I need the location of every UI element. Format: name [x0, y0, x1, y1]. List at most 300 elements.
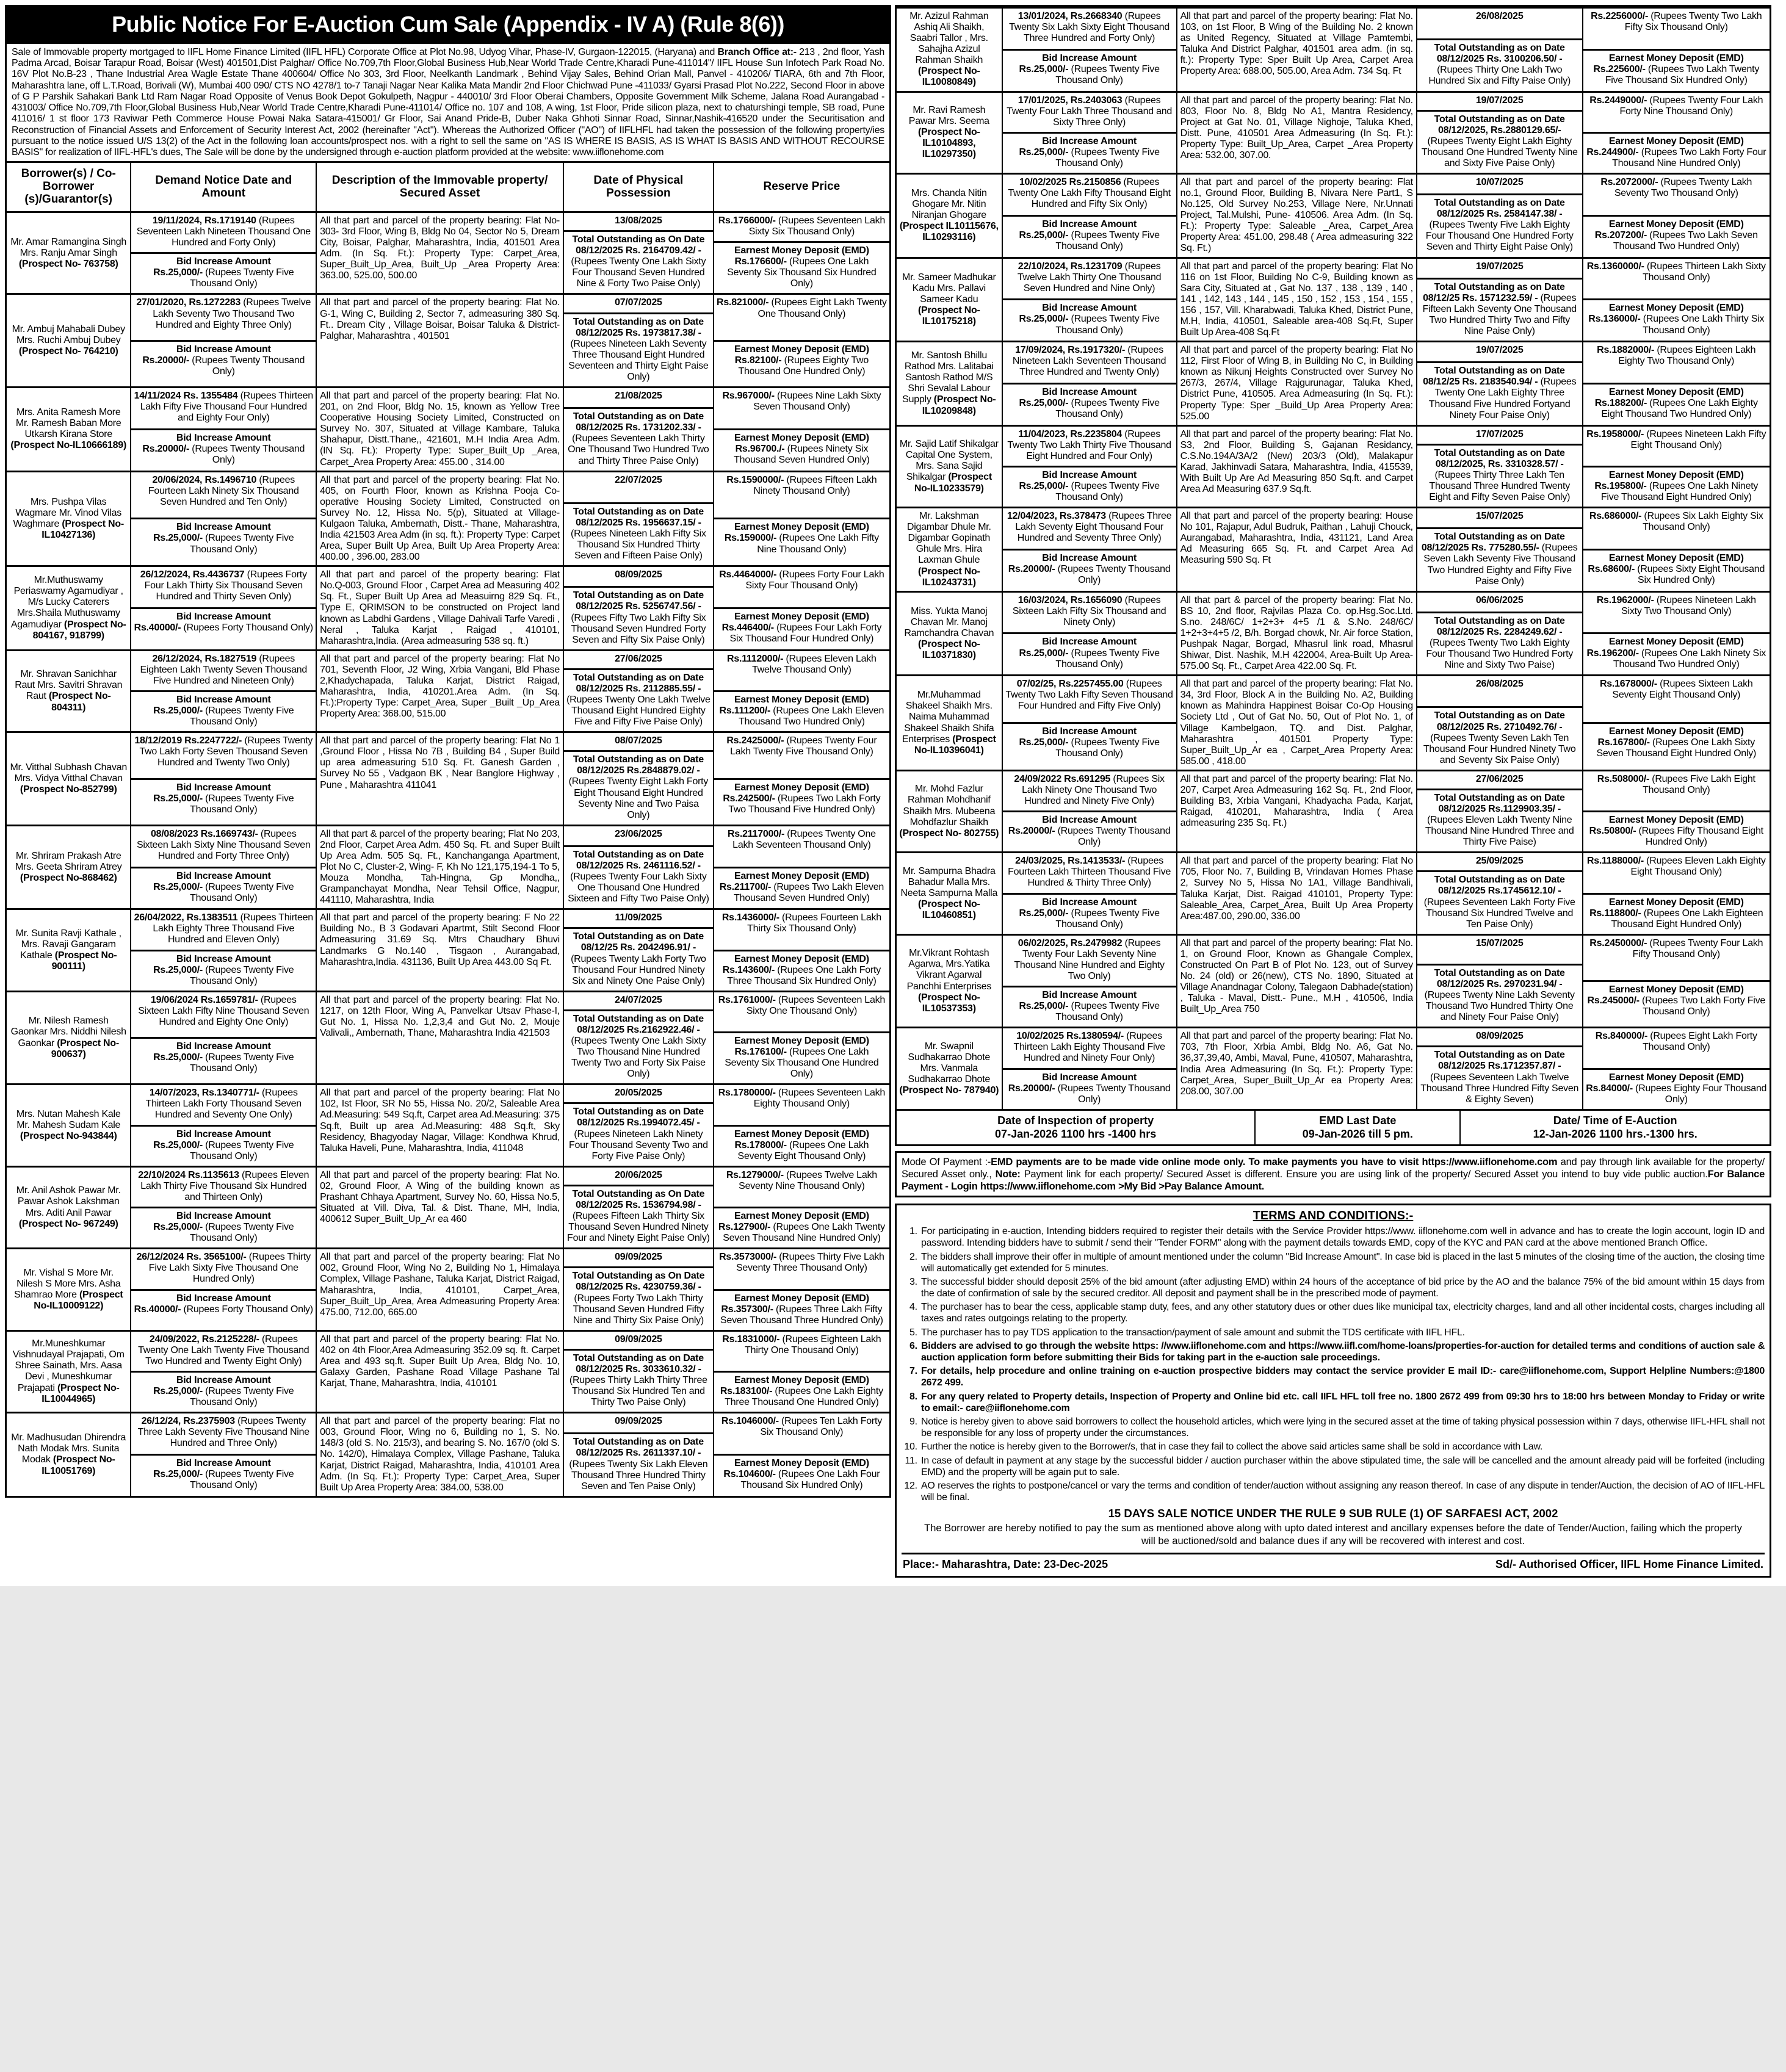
total-outstanding: Total Outstanding as on Date 08/12/2025 Rs. 2284249.62/ - (Rupees Twenty Two Lakh Eighty Four Thousand Two Hundred Forty Nine and Sixty Two Paise): [1417, 612, 1582, 674]
demand-notice-cell: [1002, 342, 1176, 425]
demand-date-amount: 26/12/2024, Rs.4436737 (Rupees Forty Four Lakh Thirty Six Thousand Seven Hundred and Thirty Seven Only): [140, 569, 307, 602]
reserve-price: Rs.821000/- (Rupees Eight Lakh Twenty One Thousand Only): [717, 297, 887, 319]
demand-notice-cell: [130, 826, 316, 909]
prospect-number: (Prospect No- 763758): [18, 258, 118, 269]
terms-item: 9. Notice is hereby given to above said borrowers to collect the household articles, which were lying in the secured asset at the time of taking physical possession within 7 days, otherwise IIFL-HFL shall not be responsible for any loss of property under the circumstances.: [920, 1416, 1765, 1439]
demand-notice-cell: [1002, 508, 1176, 591]
demand-notice-cell: [130, 1413, 316, 1496]
property-row: [897, 341, 1770, 425]
possession-cell: [1416, 936, 1582, 1027]
demand-notice-cell: [130, 733, 316, 825]
bid-increase-amount: Bid Increase Amount Rs.25,000/- (Rupees Twenty Five Thousand Only): [131, 1371, 316, 1412]
bid-increase-amount: Bid Increase Amount Rs.25,000/- (Rupees Twenty Five Thousand Only): [131, 518, 316, 565]
borrower-names: Mr. Shriram Prakash Atre Mrs. Geeta Shriram Atrey (Prospect No-868462): [15, 850, 122, 884]
property-row: [897, 425, 1770, 507]
borrower-cell: [897, 853, 1002, 933]
total-outstanding: Total Outstanding as on Date 08/12/2025, Rs.2880129.65/- (Rupees Twenty Eight Lakh Eighty Thousand One Hundred Twenty Nine and Sixty Five Paise Only): [1417, 110, 1582, 173]
demand-date-amount: 13/01/2024, Rs.2668340 (Rupees Twenty Six Lakh Sixty Eight Thousand Three Hundred and Forty Only): [1009, 11, 1170, 44]
demand-notice-cell: [130, 388, 316, 471]
reserve-price: Rs.4464000/- (Rupees Forty Four Lakh Sixty Four Thousand Only): [719, 569, 884, 591]
total-outstanding: Total Outstanding as on Date 08/12/2025 Rs. 2584147.38/ - (Rupees Twenty Five Lakh Eighty Four Thousand One Hundred Forty Seven and Thirty Eight Paise Only): [1417, 193, 1582, 256]
property-row: [897, 1027, 1770, 1108]
reserve-price: Rs.1962000/- (Rupees Nineteen Lakh Sixty Two Thousand Only): [1596, 594, 1756, 616]
property-row: [897, 851, 1770, 933]
borrower-cell: [7, 1085, 130, 1165]
terms-item: 2. The bidders shall improve their offer in multiple of amount mentioned under the column "Bid Increase Amount". In case bid is placed in the last 5 minutes of the closing time of the auction, the closing time will automatically get extended for 5 minutes.: [920, 1251, 1765, 1274]
total-outstanding: Total Outstanding as on Date 08/12/25 Rs. 2042496.91/ - (Rupees Twenty Lakh Forty Two Thousand Four Hundred Ninety Six and Ninety One Paise Only): [564, 927, 713, 990]
possession-date: 07/07/2025: [615, 297, 662, 308]
borrower-cell: [897, 175, 1002, 257]
prospect-number: (Prospect No-852799): [20, 784, 117, 795]
reserve-price: Rs.2425000/- (Rupees Twenty Four Lakh Twenty Five Thousand Only): [726, 735, 877, 757]
total-outstanding: Total Outstanding as on Date 08/12/2025 Rs.1129903.35/ - (Rupees Eleven Lakh Twenty Nine Thousand Nine Hundred Three and Thirty Five Paise): [1417, 789, 1582, 851]
property-description-cell: All that part and parcel of the property bearing: Flat No. 201, on 2nd Floor, Bldg No. 15, known as Yellow Tree Cooperative Housing Society Limited, Constructed on Survey No. 307, Situated at Village Kambare, Taluka Shahapur, Distt.Thane,, 421601, M.H India Area Adm. (IN Sq. Ft.): Property Type: Super_Built_Up _Area, Carpet_Area Property Area: 455.00 , 314.00: [316, 388, 563, 471]
earnest-money-deposit: Earnest Money Deposit (EMD) Rs.111200/- (Rupees One Lakh Eleven Thousand Two Hundred Only): [714, 690, 889, 731]
reserve-price: Rs.1958000/- (Rupees Nineteen Lakh Fifty Eight Thousand Only): [1586, 428, 1766, 450]
total-outstanding: Total Outstanding as on Date 08/12/2025 Rs. 775280.55/- (Rupees Seven Lakh Seventy Five Thousand Two Hundred Eighty and Fifty Five Paise Only): [1417, 527, 1582, 590]
prospect-number: (Prospect IL10115676, IL10293116): [899, 221, 999, 243]
text-segment: Note:: [995, 1168, 1021, 1180]
demand-notice-cell: [1002, 676, 1176, 770]
bid-increase-amount: Bid Increase Amount Rs.25,000/- (Rupees Twenty Five Thousand Only): [1003, 893, 1176, 934]
prospect-number: (Prospect No-IL10666189): [10, 440, 127, 451]
reserve-price: Rs.1279000/- (Rupees Twelve Lakh Seventy Nine Thousand Only): [726, 1169, 877, 1191]
possession-date: 11/09/2025: [615, 912, 662, 923]
intro-paragraph: [5, 44, 891, 163]
possession-date: 22/07/2025: [615, 474, 662, 485]
borrower-names: Mr.Muthuswamy Periaswamy Agamudiyar , M/s Lucky Caterers Mrs.Shaila Muthuswamy Agamudiyar (Prospect No-804167, 918799): [10, 575, 126, 641]
property-description-cell: All that part and parcel of the property bearing: Flat No. 103, on 1st Floor, B Wing of the Building No. 2 known as United Regency, Situated at Village Pamtembi, Taluka And District Palghar, 401501 area adm. (in sq. ft.): Property Type: Sper Built Up Area, Carpet Area Property Area: 688.00, 505.00, Area Adm. 734 Sq. Ft: [1176, 9, 1416, 91]
main-layout: [5, 5, 1781, 1578]
property-row: [897, 674, 1770, 770]
reserve-price: Rs.1831000/- (Rupees Eighteen Lakh Thirty One Thousand Only): [722, 1334, 881, 1355]
possession-date: 23/06/2025: [615, 828, 662, 839]
property-description-cell: All that part and parcel of the property bearing: House No 101, Rajapur, Adul Budruk, Paithan , Lahuji Chouck, Aurangabad, Maharashtra, India, 431121, Land Area Ad Measuring 665 Sq. Ft. and Carpet Area Ad Measuring 590 Sq. Ft: [1176, 508, 1416, 591]
borrower-names: Mr. Shravan Sanichhar Raut Mrs. Savitri Shravan Raut (Prospect No-804311): [15, 669, 123, 713]
reserve-price-cell: [1582, 1028, 1770, 1108]
bid-increase-amount: Bid Increase Amount Rs.25,000/- (Rupees Twenty Five Thousand Only): [131, 1207, 316, 1247]
earnest-money-deposit: Earnest Money Deposit (EMD) Rs.242500/- (Rupees Two Lakh Forty Two Thousand Five Hundred Only): [714, 778, 889, 825]
total-outstanding: Total Outstanding as on Date 08/12/2025 Rs. 3033610.32/ - (Rupees Thirty Lakh Thirty Three Thousand Six Hundred Ten and Thirty Two Paise Only): [564, 1349, 713, 1412]
borrower-names: Mr. Sameer Madhukar Kadu Mrs. Pallavi Sameer Kadu (Prospect No- IL10175218): [902, 272, 996, 327]
bid-increase-amount: Bid Increase Amount Rs.25,000/- (Rupees Twenty Five Thousand Only): [1003, 215, 1176, 257]
property-row: [897, 507, 1770, 591]
terms-item: 5. The purchaser has to pay TDS application to the transaction/payment of sale amount and submit the TDS certificate with IIFL HFL.: [920, 1327, 1765, 1338]
demand-notice-cell: [1002, 771, 1176, 851]
right-property-table: [895, 5, 1771, 1111]
possession-date: 20/06/2025: [615, 1169, 662, 1180]
borrower-names: Mr. Anil Ashok Pawar Mr. Pawar Ashok Lakshman Mrs. Aditi Anil Pawar (Prospect No- 967249): [16, 1185, 121, 1229]
reserve-price-cell: [713, 992, 889, 1084]
demand-notice-cell: [130, 472, 316, 566]
borrower-cell: [7, 1249, 130, 1329]
prospect-number: (Prospect No-900111): [51, 950, 117, 972]
reserve-price-cell: [713, 651, 889, 731]
reserve-price: Rs.1436000/- (Rupees Fourteen Lakh Thirty Six Thousand Only): [721, 912, 881, 934]
total-outstanding: Total Outstanding as on Date 08/12/2025 Rs.1712357.87/ - (Rupees Seventeen Lakh Twelve Thousand Three Hundred Fifty Seven & Eighty Seven): [1417, 1045, 1582, 1108]
total-outstanding: Total Outstanding as on Date 08/12/2025, Rs. 3310328.57/ - (Rupees Thirty Three Lakh Ten Thousand Three Hundred Twenty Eight and Fifty Seven Paise Only): [1417, 444, 1582, 507]
demand-notice-cell: [130, 992, 316, 1084]
earnest-money-deposit: Earnest Money Deposit (EMD) Rs.96700./- (Rupees Ninety Six Thousand Seven Hundred Only): [714, 428, 889, 471]
authorised-officer-signature: Sd/- Authorised Officer, IIFL Home Finance Limited.: [1495, 1558, 1763, 1570]
demand-date-amount: 19/11/2024, Rs.1719140 (Rupees Seventeen Lakh Nineteen Thousand One Hundred and Forty Only): [136, 215, 311, 248]
property-row: [897, 934, 1770, 1027]
reserve-price-cell: [1582, 93, 1770, 173]
borrower-names: Mr. Swapnil Sudhakarrao Dhote Mrs. Vanmala Sudhakarrao Dhote (Prospect No- 787940): [899, 1041, 999, 1096]
demand-date-amount: 24/03/2025, Rs.1413533/- (Rupees Fourteen Lakh Thirteen Thousand Five Hundred & Thirty Three Only): [1008, 856, 1171, 889]
total-outstanding: Total Outstanding as on Date 08/12/2025 Rs. 2970231.94/ - (Rupees Twenty Nine Lakh Seventy Thousand Two Hundred Thirty One and Ninety Four Paise Only): [1417, 964, 1582, 1027]
possession-date: 09/09/2025: [615, 1252, 662, 1263]
reserve-price: Rs.1360000/- (Rupees Thirteen Lakh Sixty Thousand Only): [1586, 261, 1766, 283]
reserve-price-cell: [713, 388, 889, 471]
borrower-names: Mr. Azizul Rahman Ashiq Ali Shaikh, Saabri Tallor , Mrs. Sahajha Azizul Rahman Shaikh (Prospect No- IL10080849): [909, 11, 989, 88]
reserve-price-cell: [713, 1413, 889, 1496]
possession-date: 15/07/2025: [1475, 937, 1524, 948]
total-outstanding: Total Outstanding as on Date 08/12/2025 Rs. 2710492.76/ - (Rupees Twenty Seven Lakh Ten Thousand Four Hundred Ninety Two and Seventy Six Paise Only): [1417, 706, 1582, 769]
possession-date: 19/07/2025: [1475, 261, 1524, 272]
possession-cell: [563, 472, 713, 566]
property-description-cell: All that part and parcel of the property bearing: Flat No 705, Floor No. 7, Building B, Vrindavan Homes Phase 2, Survey No 5, Hissa No 1A1, Village Bandhivali, Taluka Karjat, Dist. Raigad 410101, Property Type: Saleable_Area, Carpet_Area, Built Up Area Property Area:487.00, 290.00, 336.00: [1176, 853, 1416, 933]
right-table-rows: [897, 7, 1770, 1109]
total-outstanding: Total Outstanding as On Date 08/12/2025 Rs. 1536794.98/ - (Rupees Fifteen Lakh Thirty Six Thousand Seven Hundred Ninety Four and Ninety Eight Paise Only): [564, 1185, 713, 1247]
terms-item: 10. Further the notice is hereby given to the Borrower/s, that in case they fail to collect the above said articles same shall be sold in accordance with Law.: [920, 1441, 1765, 1453]
bid-increase-amount: Bid Increase Amount Rs.25,000/- (Rupees Twenty Five Thousand Only): [1003, 132, 1176, 173]
demand-notice-cell: [1002, 93, 1176, 173]
demand-notice-cell: [1002, 427, 1176, 507]
terms-item: 1. For participating in e-auction, Intending bidders required to register their details with the Service Provider https://www. iiflonehome.com well in advance and has to create the login account, login ID and password. Intending bidders have to submit / send their "Tender FORM" along with the payment details towards EMD, copy of the KYC and PAN card at the above mentioned Branch Office.: [920, 1226, 1765, 1249]
reserve-price-cell: [1582, 936, 1770, 1027]
borrower-names: Mr. Sampurna Bhadra Bahadur Malla Mrs. Neeta Sampurna Malla (Prospect No-IL10460851): [900, 865, 998, 921]
reserve-price-cell: [1582, 427, 1770, 507]
demand-notice-cell: [1002, 593, 1176, 675]
property-row: [897, 591, 1770, 675]
property-description-cell: All that part and parcel of the property bearing: Flat No. 34, 3rd Floor, Block A in the Building No. A2, Building known as Mahindra Happinest Boisar Co-Op Housing Society Ltd , Out of Gat No. 50, Out of Plot No. 1, of Village Kambelgaon, TQ. and Dist. Palghar, Maharashtra , 401501 Property Type: Super_Built_Up_Ar ea , Carpet_Area Property Area: 585.00 , 418.00: [1176, 676, 1416, 770]
left-table-rows: [7, 211, 889, 1496]
property-row: [7, 825, 889, 909]
prospect-number: (Prospect No- IL10175218): [917, 305, 980, 327]
earnest-money-deposit: Earnest Money Deposit (EMD) Rs.178000/- (Rupees One Lakh Seventy Eight Thousand Only): [714, 1125, 889, 1166]
possession-cell: [563, 1332, 713, 1412]
reserve-price-cell: [713, 213, 889, 293]
total-outstanding: Total Outstanding as on Date 08/12/25 Rs. 1571232.59/ - (Rupees Fifteen Lakh Seventy One Thousand Two Hundred Thirty Two and Fifty Nine Paise Only): [1417, 278, 1582, 341]
possession-cell: [1416, 508, 1582, 591]
borrower-cell: [897, 427, 1002, 507]
property-row: [7, 731, 889, 825]
property-description-cell: All that part and parcel of the property bearing: Flat No 701, Seventh Floor, J2 Wing, Xrbia Vangani, Bld Phase 2,Khadychapada, Taluka Karjat, District Raigad, Maharashtra, India, 410201.Area Adm. (In Sq. Ft.):Property Type: Carpet_Area, Super _Built _Up_Area Property Area: 368.00, 515.00: [316, 651, 563, 731]
bid-increase-amount: Bid Increase Amount Rs.20000/- (Rupees Twenty Thousand Only): [131, 340, 316, 386]
prospect-number: (Prospect No-IL10396041): [914, 734, 996, 756]
property-description-cell: All that part and parcel of the property bearing: Flat No. 405, on Fourth Floor, known as Krishna Pooja Co-operative Housing Society Limited, Constructed on Survey No. 12, Hissa No. 5(p), Situated at Village- Kulgaon Taluka, Ambernath, Distt.- Thane, Maharashtra, India 421503 Area Adm (in sq. ft.): Property Type: Carpet Area, Super Built Up Area, Built Up Area Property Area: 400.00 , 396.00, 283.00: [316, 472, 563, 566]
property-row: [897, 7, 1770, 91]
reserve-price-cell: [713, 1085, 889, 1165]
demand-date-amount: 17/09/2024, Rs.1917320/- (Rupees Nineteen Lakh Seventeen Thousand Three Hundred and Twenty Only): [1012, 345, 1166, 378]
table-header-row: [7, 163, 889, 211]
possession-cell: [1416, 676, 1582, 770]
reserve-price: Rs.3573000/- (Rupees Thirty Five Lakh Seventy Three Thousand Only): [719, 1252, 884, 1274]
text-segment: and pay through link available for the property/ Secured Asset only.,: [902, 1156, 1765, 1180]
demand-date-amount: 20/06/2024, Rs.1496710 (Rupees Fourteen Lakh Ninety Six Thousand Seven Hundred and Ten Only): [148, 474, 299, 507]
borrower-names: Mr. Nilesh Ramesh Gaonkar Mrs. Niddhi Nilesh Gaonkar (Prospect No-900637): [10, 1016, 126, 1059]
demand-notice-cell: [130, 213, 316, 293]
bid-increase-amount: Bid Increase Amount Rs.25,000/- (Rupees Twenty Five Thousand Only): [1003, 298, 1176, 341]
total-outstanding: Total Outstanding as on Date 08/12/25 Rs. 2183540.94/ - (Rupees Twenty One Lakh Eighty Three Thousand Five Hundred Fortyand Ninety Four Paise Only): [1417, 361, 1582, 424]
reserve-price: Rs.840000/- (Rupees Eight Lakh Forty Thousand Only): [1595, 1031, 1757, 1053]
demand-notice-cell: [1002, 853, 1176, 933]
borrower-cell: [897, 936, 1002, 1027]
prospect-number: (Prospect No-868462): [20, 873, 117, 884]
demand-date-amount: 24/09/2022 Rs.691295 (Rupees Six Lakh Ninety One Thousand Two Hundred and Ninety Five Only): [1014, 773, 1165, 806]
demand-notice-cell: [1002, 175, 1176, 257]
reserve-price: Rs.2449000/- (Rupees Twenty Four Lakh Forty Nine Thousand Only): [1589, 95, 1763, 117]
reserve-price-cell: [1582, 676, 1770, 770]
borrower-cell: [7, 651, 130, 731]
possession-date: 20/05/2025: [615, 1088, 662, 1099]
earnest-money-deposit: Earnest Money Deposit (EMD) Rs.50800/- (Rupees Fifty Thousand Eight Hundred Only): [1583, 810, 1770, 851]
prospect-number: (Prospect No- 967249): [18, 1218, 118, 1229]
possession-date: 27/06/2025: [1475, 773, 1524, 784]
property-description-cell: All that part and parcel of the property bearing: Flat No. 803, Floor No. 8, Bldg No A1, Mantra Residency, Project at Gat No. 01, Village Nighoje, Taluka Khed, Distt. Pune, 410501 Area Admeasuring (In Sq. Ft.): Property Type: Built_Up_Area, Carpet _Area Property Area: 532.00, 307.00.: [1176, 93, 1416, 173]
earnest-money-deposit: Earnest Money Deposit (EMD) Rs.244900/- (Rupees Two Lakh Forty Four Thousand Nine Hundred Only): [1583, 132, 1770, 173]
reserve-price-cell: [1582, 593, 1770, 675]
borrower-cell: [7, 1413, 130, 1496]
possession-cell: [563, 1085, 713, 1165]
earnest-money-deposit: Earnest Money Deposit (EMD) Rs.84000/- (Rupees Eighty Four Thousand Only): [1583, 1068, 1770, 1109]
demand-notice-cell: [130, 1332, 316, 1412]
property-row: [897, 173, 1770, 257]
demand-date-amount: 26/12/24, Rs.2375903 (Rupees Twenty Three Lakh Seventy Five Thousand Nine Hundred and Three Only): [137, 1416, 309, 1449]
emd-last-date-cell: [1254, 1111, 1459, 1144]
earnest-money-deposit: Earnest Money Deposit (EMD) Rs.211700/- (Rupees Two Lakh Eleven Thousand Seven Hundred Only): [714, 867, 889, 909]
borrower-cell: [7, 1332, 130, 1412]
prospect-number: (Prospect No-IL10051769): [42, 1454, 115, 1476]
total-outstanding: Total Outstanding as on Date 08/12/2025 Rs. 2611337.10/ - (Rupees Twenty Six Lakh Eleven Thousand Three Hundred Thirty Seven and Ten Paise Only): [564, 1432, 713, 1495]
earnest-money-deposit: Earnest Money Deposit (EMD) Rs.143600/- (Rupees One Lakh Forty Three Thousand Six Hundred Only): [714, 950, 889, 991]
property-description-cell: All that part and parcel of the property bearing: Flat no.1, Ground Floor, Building B, Nivara Nere Part1, S No.125, Old Survey No.253, Village Nere, Nr.Unnati Project, Tal.Mulshi, Pune- 410506. Area Adm. (In Sq. Ft.): Property Type: Saleable _Area, Carpet_Area Property Area: 451.00, 298.48 ( Area admeasuring 322 Sq. Ft.): [1176, 175, 1416, 257]
bid-increase-amount: Bid Increase Amount Rs.25,000/- (Rupees Twenty Five Thousand Only): [1003, 466, 1176, 507]
total-outstanding: Total Outstanding as on Date 08/12/2025 Rs. 5256747.56/ - (Rupees Fifty Two Lakh Fifty Six Thousand Seven Hundred Forty Seven and Fifty Six Paise Only): [564, 586, 713, 649]
borrower-names: Mr. Ambuj Mahabali Dubey Mrs. Ruchi Ambuj Dubey (Prospect No- 764210): [12, 324, 125, 357]
total-outstanding: Total Outstanding as on Date 08/12/2025 Rs.2848879.02/ - (Rupees Twenty Eight Lakh Forty Eight Thousand Eight Hundred Seventy Nine and Two Paisa Only): [564, 750, 713, 824]
possession-date: 19/07/2025: [1475, 345, 1524, 356]
earnest-money-deposit: Earnest Money Deposit (EMD) Rs.118800/- (Rupees One Lakh Eighteen Thousand Eight Hundred Only): [1583, 893, 1770, 934]
sale-notice-heading: 15 DAYS SALE NOTICE UNDER THE RULE 9 SUB RULE (1) OF SARFAESI ACT, 2002: [1108, 1507, 1558, 1520]
possession-cell: [1416, 259, 1582, 341]
borrower-cell: [897, 259, 1002, 341]
property-description-cell: All that part and parcel of the property bearing: Flat No. 02, Ground Floor, A Wing of the building known as Prashant Chhaya Apartment, Survey No. 60, Hissa No.5, Situated at Vill. Diva, Tal. & Dist. Thane, MH, India, 400612 Super_Built_Up_Ar ea 460: [316, 1168, 563, 1247]
header-description: Description of the Immovable property/ Secured Asset: [316, 163, 563, 211]
possession-cell: [563, 388, 713, 471]
prospect-number: (Prospect No- IL10080849): [917, 66, 980, 88]
borrower-cell: [7, 992, 130, 1084]
borrower-cell: [7, 213, 130, 293]
demand-date-amount: 27/01/2020, Rs.1272283 (Rupees Twelve Lakh Seventy Two Thousand Two Hundred and Eighty Three Only): [136, 297, 311, 330]
property-description-cell: All that part and parcel of the property bearing: Flat No. G-1, Wing C, Building 2, Sector 7, admeasuring 380 Sq. Ft.. Dream City , Village Boisar, Boisar Taluka & District-Palghar, Maharashtra , 401501: [316, 295, 563, 386]
borrower-cell: [7, 388, 130, 471]
demand-date-amount: 22/10/2024, Rs.1231709 (Rupees Twelve Lakh Thirty One Thousand Seven Hundred and Nine Only): [1017, 261, 1162, 294]
total-outstanding: Total Outstanding as on Date 08/12/2025 Rs. 1731202.33/ - (Rupees Seventeen Lakh Thirty One Thousand Two Hundred Two and Thirty Three Paise Only): [564, 407, 713, 470]
bid-increase-amount: Bid Increase Amount Rs.25,000/- (Rupees Twenty Five Thousand Only): [131, 1454, 316, 1496]
borrower-cell: [897, 9, 1002, 91]
prospect-number: (Prospect No-IL10243731): [917, 566, 980, 588]
terms-item: 7. For details, help procedure and online training on e-auction prospective bidders may contact the service provider E mail ID:- care@iiflonehome.com, Support Helpline Numbers:@1800 2672 499.: [920, 1365, 1765, 1388]
reserve-price: Rs.2117000/- (Rupees Twenty One Lakh Seventeen Thousand Only): [727, 828, 876, 850]
borrower-cell: [7, 295, 130, 386]
property-row: [7, 471, 889, 566]
demand-date-amount: 14/07/2023, Rs.1340771/- (Rupees Thirteen Lakh Forty Thousand Seven Hundred and Seventy One Only): [145, 1088, 302, 1121]
terms-item: 8. For any query related to Property details, Inspection of Property and Online bid etc. call IIFL HFL toll free no. 1800 2672 499 from 09:30 hrs to 18:00 hrs between Monday to Friday or write to email:- care@iiflonehome.com: [920, 1391, 1765, 1414]
borrower-names: Mr. Vishal S More Mr. Nilesh S More Mrs. Asha Shamrao More (Prospect No-IL10009122): [13, 1267, 123, 1312]
prospect-number: (Prospect No-IL10371830): [917, 638, 980, 661]
reserve-price-cell: [1582, 342, 1770, 425]
earnest-money-deposit: Earnest Money Deposit (EMD) Rs.245000/- (Rupees Two Lakh Forty Five Thousand Only): [1583, 980, 1770, 1027]
borrower-cell: [7, 910, 130, 990]
reserve-price-cell: [1582, 853, 1770, 933]
prospect-number: (Prospect No-900637): [51, 1038, 119, 1059]
total-outstanding: Total Outstanding as on Date 08/12/2025 Rs.1994072.45/ - (Rupees Nineteen Lakh Ninety Four Thousand Seventy Two and Forty Five Paise Only): [564, 1102, 713, 1165]
bid-increase-amount: Bid Increase Amount Rs.25,000/- (Rupees Twenty Five Thousand Only): [131, 867, 316, 909]
reserve-price: Rs.1766000/- (Rupees Seventeen Lakh Sixty Six Thousand Only): [718, 215, 885, 237]
borrower-cell: [7, 472, 130, 566]
earnest-money-deposit: Earnest Money Deposit (EMD) Rs.68600/- (Rupees Sixty Eight Thousand Six Hundred Only): [1583, 549, 1770, 591]
borrower-names: Mr. Amar Ramangina Singh Mrs. Ranju Amar Singh (Prospect No- 763758): [10, 236, 127, 269]
reserve-price: Rs.508000/- (Rupees Five Lakh Eight Thousand Only): [1597, 773, 1755, 795]
property-row: [7, 649, 889, 731]
borrower-cell: [897, 771, 1002, 851]
possession-date: 08/09/2025: [1475, 1031, 1524, 1042]
demand-notice-cell: [1002, 259, 1176, 341]
borrower-cell: [7, 733, 130, 825]
earnest-money-deposit: Earnest Money Deposit (EMD) Rs.104600/- (Rupees One Lakh Four Thousand Six Hundred Only): [714, 1454, 889, 1496]
property-row: [7, 211, 889, 293]
bid-increase-amount: Bid Increase Amount Rs.40000/- (Rupees Forty Thousand Only): [131, 1289, 316, 1330]
prospect-number: (Prospect No-804167, 918799): [32, 619, 126, 641]
bid-increase-amount: Bid Increase Amount Rs.25,000/- (Rupees Twenty Five Thousand Only): [1003, 49, 1176, 91]
possession-date: 15/07/2025: [1475, 511, 1524, 522]
reserve-price-cell: [1582, 771, 1770, 851]
demand-notice-cell: [130, 567, 316, 649]
demand-date-amount: 10/02/2025 Rs.2150856 (Rupees Twenty One Lakh Fifty Thousand Eight Hundred and Fifty Six Only): [1008, 177, 1171, 210]
possession-cell: [563, 1168, 713, 1247]
borrower-names: Mr. Santosh Bhillu Rathod Mrs. Lalitabai Santosh Rathod M/S Shri Sevalal Labour Supply (Prospect No- IL10209848): [902, 350, 996, 416]
prospect-number: (Prospect No-804311): [48, 691, 111, 713]
possession-cell: [563, 1249, 713, 1329]
demand-notice-cell: [130, 295, 316, 386]
text-segment: Branch Office at:-: [717, 47, 797, 57]
property-row: [7, 565, 889, 649]
possession-cell: [1416, 771, 1582, 851]
total-outstanding: Total Outstanding as on Date 08/12/2025 Rs.2162922.46/ - (Rupees Twenty One Lakh Sixty Two Thousand Nine Hundred Twenty Two and Forty Six Paise Only): [564, 1009, 713, 1083]
reserve-price: Rs.1112000/- (Rupees Eleven Lakh Twelve Thousand Only): [727, 653, 877, 675]
earnest-money-deposit: Earnest Money Deposit (EMD) Rs.357300/- (Rupees Three Lakh Fifty Seven Thousand Three Hundred Only): [714, 1289, 889, 1330]
borrower-names: Mr. Sunita Ravji Kathale , Mrs. Ravaji Gangaram Kathale (Prospect No-900111): [15, 928, 121, 972]
demand-notice-cell: [1002, 936, 1176, 1027]
bid-increase-amount: Bid Increase Amount Rs.25,000/- (Rupees Twenty Five Thousand Only): [131, 1037, 316, 1083]
reserve-price: Rs.1046000/- (Rupees Ten Lakh Forty Six Thousand Only): [721, 1416, 882, 1438]
total-outstanding: Total Outstanding as on Date 08/12/2025 Rs. 3100206.50/ - (Rupees Thirty One Lakh Two Hundred Six and Fifty Paise Only): [1417, 38, 1582, 90]
notice-title: Public Notice For E-Auction Cum Sale (Appendix - IV A) (Rule 8(6)): [5, 5, 891, 44]
possession-cell: [563, 1413, 713, 1496]
demand-date-amount: 08/08/2023 Rs.1669743/- (Rupees Sixteen Lakh Sixty Nine Thousand Seven Hundred and Forty Three Only): [136, 828, 311, 861]
property-description-cell: All that part and parcel of the property bearing: Flat No 002, Ground Floor, Wing No 2, Building No 1, Himalaya Complex, Village Pashane, Taluka Karjat, District Raigad, Maharashtra, India, 410101, Carpet_Area, Super_Built_Up_Area, Area Admeasuring Property Area: 475.00, 712.00, 665.00: [316, 1249, 563, 1329]
possession-date: 06/06/2025: [1475, 594, 1524, 605]
demand-date-amount: 19/06/2024 Rs.1659781/- (Rupees Sixteen Lakh Fifty Nine Thousand Seven Hundred and Eighty One Only): [138, 994, 309, 1027]
possession-date: 10/07/2025: [1475, 177, 1524, 188]
borrower-names: Mr. Madhusudan Dhirendra Nath Modak Mrs. Sunita Modak (Prospect No-IL10051769): [11, 1432, 126, 1476]
property-row: [7, 1166, 889, 1247]
demand-date-amount: 17/01/2025, Rs.2403063 (Rupees Twenty Four Lakh Three Thousand and Sixty Three Only): [1007, 95, 1173, 128]
possession-cell: [1416, 427, 1582, 507]
demand-date-amount: 16/03/2024, Rs.1656090 (Rupees Sixteen Lakh Fifty Six Thousand and Ninety Only): [1012, 594, 1166, 627]
possession-cell: [1416, 593, 1582, 675]
reserve-price: Rs.1780000/- (Rupees Seventeen Lakh Eighty Thousand Only): [718, 1088, 885, 1110]
text-segment: Mode Of Payment :-: [902, 1156, 991, 1168]
demand-notice-cell: [130, 1249, 316, 1329]
total-outstanding: Total Outstanding as on Date 08/12/2025 Rs. 2112885.55/ - (Rupees Twenty One Lakh Twelve Thousand Eight Hundred Eighty Five and Fifty Five Paise Only): [564, 668, 713, 731]
borrower-names: Mr. Lakshman Digambar Dhule Mr. Digambar Gopinath Ghule Mrs. Hira Laxman Ghule (Prospect No-IL10243731): [906, 511, 991, 588]
terms-item: 11. In case of default in payment at any stage by the successful bidder / auction purchaser within the above stipulated time, the sale will be cancelled and the amount already paid will be forfeited (including EMD) and the property will be again put to sale.: [920, 1455, 1765, 1478]
prospect-number: (Prospect No- IL10537353): [917, 992, 980, 1014]
borrower-names: Mrs. Anita Ramesh More Mr. Ramesh Baban More Utkarsh Kirana Store (Prospect No-IL10666189): [10, 407, 127, 451]
possession-cell: [1416, 853, 1582, 933]
header-demand-notice: Demand Notice Date and Amount: [130, 163, 316, 211]
property-row: [7, 1083, 889, 1165]
header-borrower: Borrower(s) / Co-Borrower (s)/Guarantor(s): [21, 167, 116, 206]
possession-cell: [563, 213, 713, 293]
possession-cell: [563, 295, 713, 386]
reserve-price: Rs.1188000/- (Rupees Eleven Lakh Eighty Eight Thousand Only): [1586, 856, 1766, 878]
property-row: [7, 1330, 889, 1412]
earnest-money-deposit: Earnest Money Deposit (EMD) Rs.188200/- (Rupees One Lakh Eighty Eight Thousand Two Hundred Only): [1583, 383, 1770, 425]
auction-label: Date/ Time of E-Auction: [1553, 1114, 1677, 1127]
demand-date-amount: 22/10/2024 Rs.1135613 (Rupees Eleven Lakh Thirty Five Thousand Six Hundred and Thirteen Only): [138, 1169, 309, 1202]
property-row: [7, 1412, 889, 1496]
earnest-money-deposit: Earnest Money Deposit (EMD) Rs.225600/- (Rupees Two Lakh Twenty Five Thousand Six Hundred Only): [1583, 49, 1770, 91]
earnest-money-deposit: Earnest Money Deposit (EMD) Rs.183100/- (Rupees One Lakh Eighty Three Thousand One Hundred Only): [714, 1371, 889, 1412]
borrower-notice: The Borrower are hereby notified to pay the sum as mentioned above along with upto dated interest and ancillary expenses before the date of Tender/Auction, failing which the property will be auctioned/sold and balance dues if any will be recovered with interest and cost.: [924, 1523, 1742, 1547]
possession-cell: [563, 910, 713, 990]
property-description-cell: All that part and parcel of the property bearing: Flat No 102, Ist Floor, SR No 55, Hissa No. 20/2, Saleable Area Ad.Measuring: 549 Sq.ft, Carpet area Ad.Measuring: 375 Sq.ft, Built up area Ad.Measuring: 488 Sq.ft, Sky Residency, Bhagyoday Nagar, Village: Kondhwa Khrud, Taluka Haveli, Pune, Maharashtra, India, 411048: [316, 1085, 563, 1165]
borrower-cell: [897, 1028, 1002, 1108]
earnest-money-deposit: Earnest Money Deposit (EMD) Rs.159000/- (Rupees One Lakh Fifty Nine Thousand Only): [714, 518, 889, 565]
bid-increase-amount: Bid Increase Amount Rs.25,000/- (Rupees Twenty Five Thousand Only): [131, 778, 316, 825]
inspection-label: Date of Inspection of property: [997, 1114, 1154, 1127]
terms-and-conditions: [895, 1204, 1771, 1577]
prospect-number: (Prospect No- IL10104893, IL10297350): [917, 127, 980, 160]
property-description-cell: All that part and parcel of the property bearing: Flat No 1 ,Ground Floor , Hissa No 7B , Building B4 , Super Build up area admeasuring 510 Sq. Ft. Ganesh Garden , Survey No 55 , Vadgaon BK , Near Banglore Highway , Pune , Maharashtra 411041: [316, 733, 563, 825]
possession-date: 17/07/2025: [1475, 428, 1524, 439]
reserve-price-cell: [1582, 508, 1770, 591]
borrower-names: Mrs. Nutan Mahesh Kale Mr. Mahesh Sudam Kale (Prospect No-943844): [16, 1108, 121, 1142]
prospect-number: (Prospect No- 787940): [899, 1085, 999, 1096]
borrower-cell: [897, 676, 1002, 770]
earnest-money-deposit: Earnest Money Deposit (EMD) Rs.195800/- (Rupees One Lakh Ninety Five Thousand Eight Hundred Only): [1583, 466, 1770, 507]
reserve-price-cell: [713, 826, 889, 909]
property-row: [897, 257, 1770, 341]
total-outstanding: Total Outstanding as on Date 08/12/2025 Rs.1745612.10/ - (Rupees Seventeen Lakh Forty Five Thousand Six Hundred Twelve and Ten Paise Only): [1417, 870, 1582, 933]
emd-last-value: 09-Jan-2026 till 5 pm.: [1302, 1128, 1413, 1141]
property-description-cell: All that part and parcel of the property bearing: Flat No. 207, Carpet Area Admeasuring 162 Sq. Ft., 2nd Floor, Building B3, Xrbia Vangani, Khadyacha Pada, Karjat, Raigad, 410201, Maharashtra, India ( Area admeasuring 235 Sq. Ft.): [1176, 771, 1416, 851]
property-description-cell: All that part and parcel of the property bearing: Flat No- 303- 3rd Floor, Wing B, Bldg No 04, Sector No 5, Dream City, Boisar, Palghar, Maharashtra, India, 401501 Area Adm. (In Sq. Ft.): Property Type: Carpet_Area, Super_Built_Up_Area, Built_Up _Area Property Area: 363.00, 525.00, 500.00: [316, 213, 563, 293]
borrower-cell: [7, 826, 130, 909]
possession-cell: [1416, 9, 1582, 91]
terms-item: 12. AO reserves the rights to postpone/cancel or vary the terms and condition of tender/auction without assigning any reason thereof. In case of any dispute in tender/Auction, the decision of AO of IIFL-HFL will be final.: [920, 1480, 1765, 1503]
reserve-price-cell: [713, 472, 889, 566]
reserve-price-cell: [1582, 175, 1770, 257]
possession-date: 25/09/2025: [1475, 856, 1524, 867]
possession-date: 21/08/2025: [615, 391, 662, 402]
possession-cell: [563, 826, 713, 909]
auction-schedule-row: [895, 1111, 1771, 1146]
